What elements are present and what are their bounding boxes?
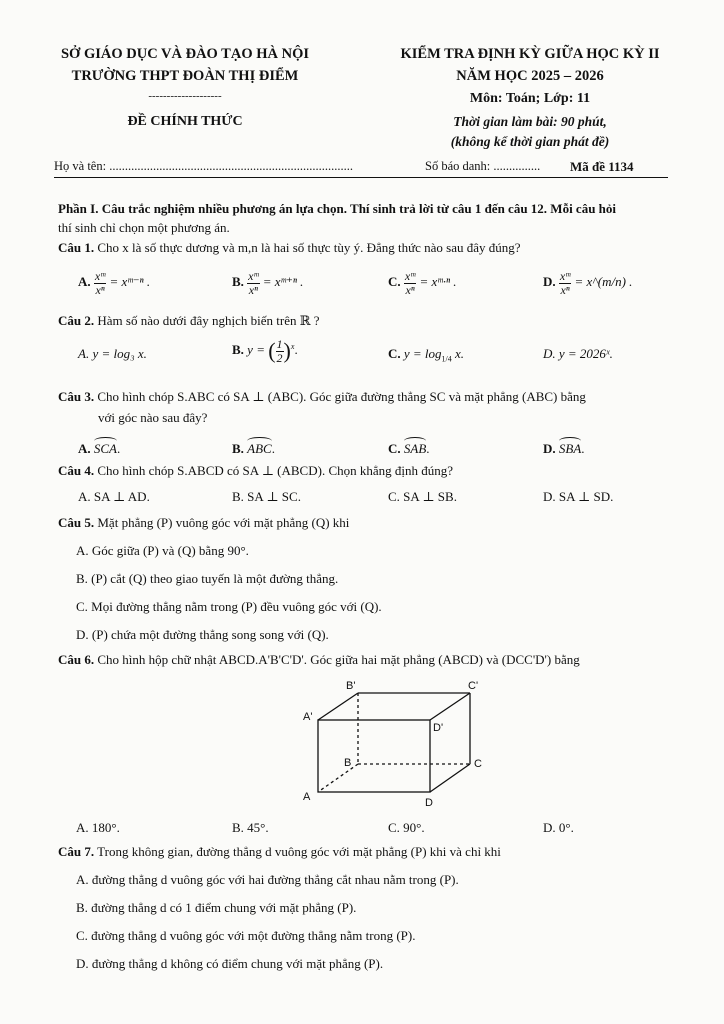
q5-option-d[interactable]: D. (P) chứa một đường thẳng song song với (Q). (76, 627, 329, 642)
part1-intro: Phần I. Câu trắc nghiệm nhiều phương án lựa chọn. Thí sinh trả lời từ câu 1 đến câu 12. Mỗi câu hỏi (58, 201, 617, 216)
vertex-a: A (303, 791, 311, 803)
q3-option-d[interactable]: D. SBA. (543, 441, 585, 456)
id-field: Số báo danh: ............... (425, 159, 541, 173)
q4-stem: Câu 4. Cho hình chóp S.ABCD có SA ⊥ (ABCD). Chọn khẳng định đúng? (58, 463, 454, 478)
school-name: TRƯỜNG THPT ĐOÀN THỊ ĐIỂM (71, 68, 299, 84)
q6-option-d[interactable]: D. 0°. (543, 820, 574, 835)
school-year: NĂM HỌC 2025 – 2026 (456, 68, 604, 84)
q3-stem: Câu 3. Cho hình chóp S.ABC có SA ⊥ (ABC). Góc giữa đường thẳng SC và mặt phẳng (ABC) bằng (58, 389, 586, 404)
q7-option-b[interactable]: B. đường thẳng d có 1 điểm chung với mặt phẳng (P). (76, 900, 357, 915)
exam-title: KIỂM TRA ĐỊNH KỲ GIỮA HỌC KỲ II (400, 46, 660, 62)
dept-name: SỞ GIÁO DỤC VÀ ĐÀO TẠO HÀ NỘI (60, 46, 309, 62)
q2-option-c[interactable]: C. $y = \log_{1/4} x$. (388, 346, 465, 364)
q1-option-b[interactable]: B. $\frac{\text{xᵐ}}{\text{xⁿ}}$ = xᵐ⁺ⁿ . (232, 269, 304, 297)
q4-option-c[interactable]: C. SA ⊥ SB. (388, 489, 457, 504)
name-field: Họ và tên: .............................................................................. (54, 159, 353, 173)
q2-stem: Câu 2. Hàm số nào dưới đây nghịch biến trên ℝ ? (58, 313, 320, 328)
q7-option-a[interactable]: A. đường thẳng d vuông góc với hai đường thẳng cắt nhau nằm trong (P). (76, 872, 459, 887)
q1-option-c[interactable]: C. $\frac{\text{xᵐ}}{\text{xⁿ}}$ = xᵐ·ⁿ . (388, 269, 457, 297)
vertex-d: D (425, 797, 433, 809)
time-line: Thời gian làm bài: 90 phút, (453, 114, 607, 129)
vertex-c: C (474, 758, 482, 770)
q3-stem-2: với góc nào sau đây? (98, 410, 208, 425)
q6-stem: Câu 6. Cho hình hộp chữ nhật ABCD.A'B'C'D'. Góc giữa hai mặt phẳng (ABCD) và (DCC'D') bằng (58, 652, 580, 667)
vertex-c1: C' (468, 680, 479, 692)
q2-option-d[interactable]: D. y = 2026ˣ. (543, 346, 613, 361)
part1-intro2: thí sinh chỉ chọn một phương án. (58, 220, 230, 235)
vertex-a1: A' (303, 711, 313, 723)
q3-option-a[interactable]: A. SCA. (78, 441, 121, 456)
exam-code: Mã đề 1134 (570, 159, 634, 174)
q1-text: Cho x là số thực dương và m,n là hai số thực tùy ý. Đẳng thức nào sau đây đúng? (97, 240, 521, 255)
q3-option-b[interactable]: B. ABC. (232, 441, 275, 456)
box-figure (290, 676, 500, 816)
q4-option-a[interactable]: A. SA ⊥ AD. (78, 489, 150, 504)
q5-option-c[interactable]: C. Mọi đường thẳng nằm trong (P) đều vuông góc với (Q). (76, 599, 382, 614)
time-note: (không kể thời gian phát đề) (450, 134, 610, 149)
q7-stem: Câu 7. Trong không gian, đường thẳng d vuông góc với mặt phẳng (P) khi và chỉ khi (58, 844, 501, 859)
q4-option-d[interactable]: D. SA ⊥ SD. (543, 489, 614, 504)
q1-option-a[interactable]: A. $\frac{\text{xᵐ}}{\text{xⁿ}}$ = xᵐ⁻ⁿ . (78, 269, 151, 297)
q6-option-b[interactable]: B. 45°. (232, 820, 269, 835)
q7-option-c[interactable]: C. đường thẳng d vuông góc với một đường thẳng nằm trong (P). (76, 928, 416, 943)
q6-option-c[interactable]: C. 90°. (388, 820, 425, 835)
header-dashes: -------------------- (148, 90, 222, 102)
vertex-b: B (344, 757, 352, 769)
q2-option-a[interactable]: A. y = log₃ x. (78, 346, 147, 361)
q5-option-b[interactable]: B. (P) cắt (Q) theo giao tuyến là một đường thẳng. (76, 571, 339, 586)
official-label: ĐỀ CHÍNH THỨC (127, 114, 243, 129)
subject-line: Môn: Toán; Lớp: 11 (469, 91, 591, 106)
q1-label: Câu 1. (58, 240, 95, 255)
q4-option-b[interactable]: B. SA ⊥ SC. (232, 489, 301, 504)
header-rule (54, 177, 668, 178)
vertex-b1: B' (346, 680, 356, 692)
q5-stem: Câu 5. Mặt phẳng (P) vuông góc với mặt phẳng (Q) khi (58, 515, 350, 530)
q7-option-d[interactable]: D. đường thẳng d không có điểm chung với mặt phẳng (P). (76, 956, 384, 971)
q1-option-d[interactable]: D. $\frac{\text{xᵐ}}{\text{xⁿ}}$ = x^(m/n) . (543, 269, 633, 297)
q2-option-b[interactable]: B. y = ( $\frac{1}{2}$ )$^x$. (232, 337, 298, 365)
q3-option-c[interactable]: C. SAB. (388, 441, 430, 456)
vertex-d1: D' (433, 722, 444, 734)
q6-option-a[interactable]: A. 180°. (76, 820, 120, 835)
q1-stem (58, 240, 521, 256)
q5-option-a[interactable]: A. Góc giữa (P) và (Q) bằng 90°. (76, 543, 249, 558)
